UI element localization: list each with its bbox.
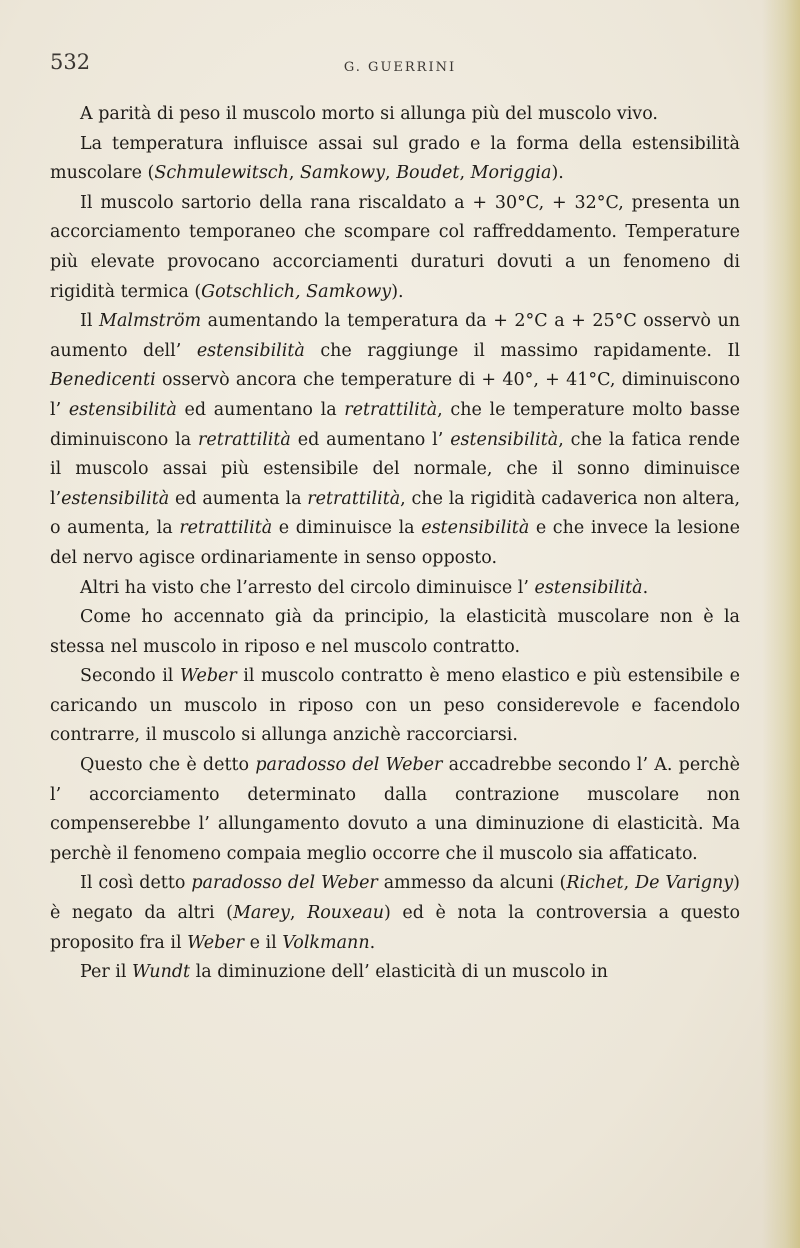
text-run: . [369, 932, 376, 953]
body-text [50, 100, 740, 988]
text-run: Il [80, 311, 100, 332]
text-run: osservò ancora che temperature di + 40°, + 41°C, diminuiscono l’ [50, 370, 740, 420]
italic-text: retrattilità [307, 488, 401, 509]
italic-text: Weber [187, 932, 244, 953]
paragraph [50, 958, 740, 988]
paragraph [50, 603, 740, 662]
text-run: , che la fatica rende il muscolo assai più estensibile del normale, che il sonno diminuisce l’ [50, 429, 740, 509]
page-header [50, 50, 750, 84]
italic-text: Gotschlich, Samkowy [201, 281, 392, 302]
italic-text: paradosso del Weber [255, 755, 443, 776]
paragraph [50, 130, 740, 189]
paragraph [50, 574, 740, 604]
italic-text: estensibilità [61, 488, 170, 509]
text-run: Come ho accennato già da principio, la elasticità muscolare non è la stessa nel muscolo in riposo e nel muscolo contratto. [50, 607, 740, 657]
text-run: ) è negato da altri ( [50, 873, 740, 924]
italic-text: De Varigny [635, 873, 734, 894]
italic-text: Moriggia [470, 163, 552, 184]
text-run: ed aumentano l’ [290, 429, 451, 450]
italic-text: Weber [179, 666, 237, 687]
page-number: 532 [50, 50, 91, 74]
italic-text: estensibilità [68, 399, 177, 420]
italic-text: estensibilità [421, 518, 530, 539]
text-run: aumentando la temperatura da + 2°C a + 25°C osservò un aumento dell’ [50, 311, 741, 361]
paragraph [50, 189, 740, 307]
text-run: ed aumenta la [169, 488, 308, 509]
text-run: il muscolo contratto è meno elastico e più estensibile e caricando un muscolo in riposo con un peso considerevole e facendolo contrarre, il muscolo si allunga anzichè raccorciarsi. [50, 666, 741, 746]
text-run: , [623, 873, 636, 894]
text-run: accadrebbe secondo l’ A. perchè l’ accorciamento determinato dalla contrazione muscolare non compenserebbe l’ allungamento dovuto a una diminuzione di elasticità. Ma perchè il fenomeno compaia meglio occorre che il muscolo sia affaticato. [50, 755, 741, 864]
italic-text: Rouxeau [307, 903, 384, 924]
text-run: Altri ha visto che l’arresto del circolo diminuisce l’ [80, 577, 535, 598]
text-run: ). [551, 163, 564, 184]
italic-text: Marey [232, 903, 290, 924]
paragraph [50, 751, 740, 869]
text-run: A parità di peso il muscolo morto si allunga più del muscolo vivo. [80, 104, 658, 124]
text-run: ) ed è nota la controversia a questo proposito fra il [50, 903, 740, 953]
italic-text: Wundt [132, 962, 191, 983]
text-run: ). [391, 281, 404, 302]
text-run: , che la rigidità cadaverica non altera, o aumenta, la [50, 488, 741, 539]
paragraph [50, 662, 740, 751]
italic-text: retrattilità [344, 399, 438, 420]
italic-text: estensibilità [534, 577, 643, 598]
page-edge-shadow [762, 0, 800, 1248]
text-run: che raggiunge il massimo rapidamente. Il [304, 340, 740, 361]
italic-text: Schmulewitsch [154, 163, 289, 184]
text-run: , [385, 163, 397, 184]
text-run: e il [244, 932, 283, 953]
text-run: Questo che è detto [80, 755, 256, 776]
text-run: Secondo il [80, 666, 180, 687]
italic-text: Volkmann [282, 932, 370, 953]
text-run: e che invece la lesione del nervo agisce ordinariamente in senso opposto. [50, 518, 741, 568]
text-run: , [288, 163, 301, 184]
text-run: La temperatura influisce assai sul grado e la forma della estensibilità muscolare ( [50, 133, 740, 184]
italic-text: Samkowy [300, 163, 386, 184]
text-run: . [642, 577, 649, 598]
running-head: G. GUERRINI [343, 60, 457, 75]
text-run: ammesso da alcuni ( [377, 873, 567, 894]
text-run: Per il [80, 962, 133, 983]
text-run: Il così detto [80, 873, 192, 894]
italic-text: retrattilità [179, 518, 273, 539]
paragraph [50, 100, 740, 130]
italic-text: estensibilità [196, 340, 305, 361]
text-run: la diminuzione dell’ elasticità di un muscolo in [190, 962, 608, 983]
text-run: , che le temperature molto basse diminuiscono la [50, 399, 741, 450]
italic-text: retrattilità [197, 429, 291, 450]
italic-text: Richet [566, 873, 624, 894]
italic-text: Benedicenti [50, 370, 156, 391]
text-run: e diminuisce la [272, 518, 422, 539]
text-run: , [459, 163, 471, 184]
italic-text: estensibilità [450, 429, 559, 450]
text-run: Il muscolo sartorio della rana riscaldato a + 30°C, + 32°C, presenta un accorciamento temporaneo che scompare col raffreddamento. Temperature più elevate provocano accorciamenti duraturi dovuti a un fenomeno di rigidità termica ( [50, 192, 740, 302]
italic-text: paradosso del Weber [191, 873, 378, 894]
paragraph [50, 869, 740, 958]
italic-text: Boudet [396, 163, 460, 184]
text-run: ed aumentano la [176, 399, 345, 420]
text-run: , [289, 903, 308, 924]
italic-text: Malmström [99, 311, 202, 332]
paragraph [50, 307, 740, 573]
